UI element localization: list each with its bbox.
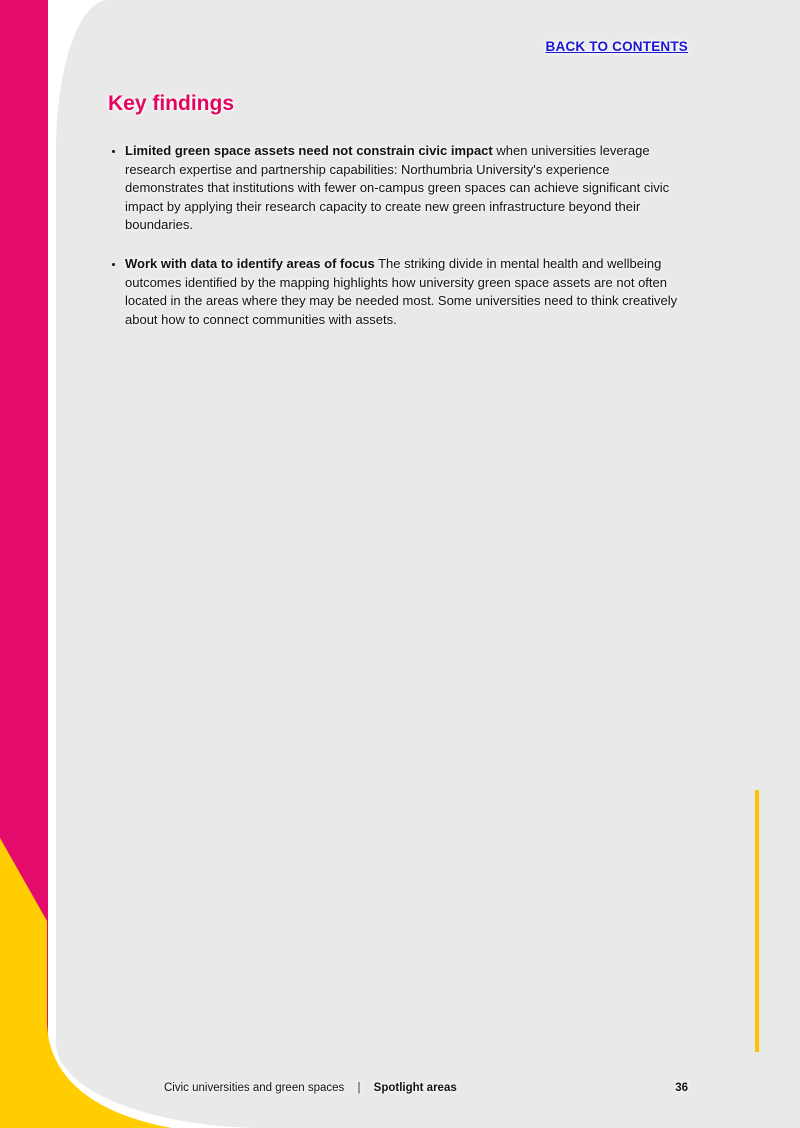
footer-section-label: Spotlight areas <box>373 1082 457 1094</box>
content-column <box>108 0 688 349</box>
list-item <box>125 255 688 329</box>
page-title: Key findings <box>108 92 235 115</box>
back-to-contents-link[interactable]: BACK TO CONTENTS <box>545 39 688 54</box>
bullet-body-text: when universities leverage research expertise and partnership capabilities: Northumbria University's experience demonstrates that institutions with fewer on-campus green spaces can achieve significant civic impact by applying their research capacity to create new green infrastructure beyond their boundaries. <box>125 143 670 233</box>
page-footer <box>164 1082 688 1094</box>
page-number: 36 <box>675 1082 688 1094</box>
bullet-lead-text: Limited green space assets need not constrain civic impact <box>125 143 493 158</box>
key-findings-list <box>108 142 688 329</box>
bullet-lead-text: Work with data to identify areas of focus <box>125 255 375 271</box>
bullet-body-text: The striking divide in mental health and wellbeing outcomes identified by the mapping highlights how university green space assets are not often located in the areas where they may be needed most. Some universities need to think creatively about how to connect communities with assets. <box>125 255 678 327</box>
content-panel <box>56 0 800 1128</box>
footer-separator: | <box>357 1082 361 1094</box>
list-item <box>125 142 688 235</box>
back-link-row <box>108 0 688 56</box>
document-title: Civic universities and green spaces <box>164 1082 345 1094</box>
footer-left <box>164 1082 457 1094</box>
yellow-accent-line <box>755 790 759 1052</box>
